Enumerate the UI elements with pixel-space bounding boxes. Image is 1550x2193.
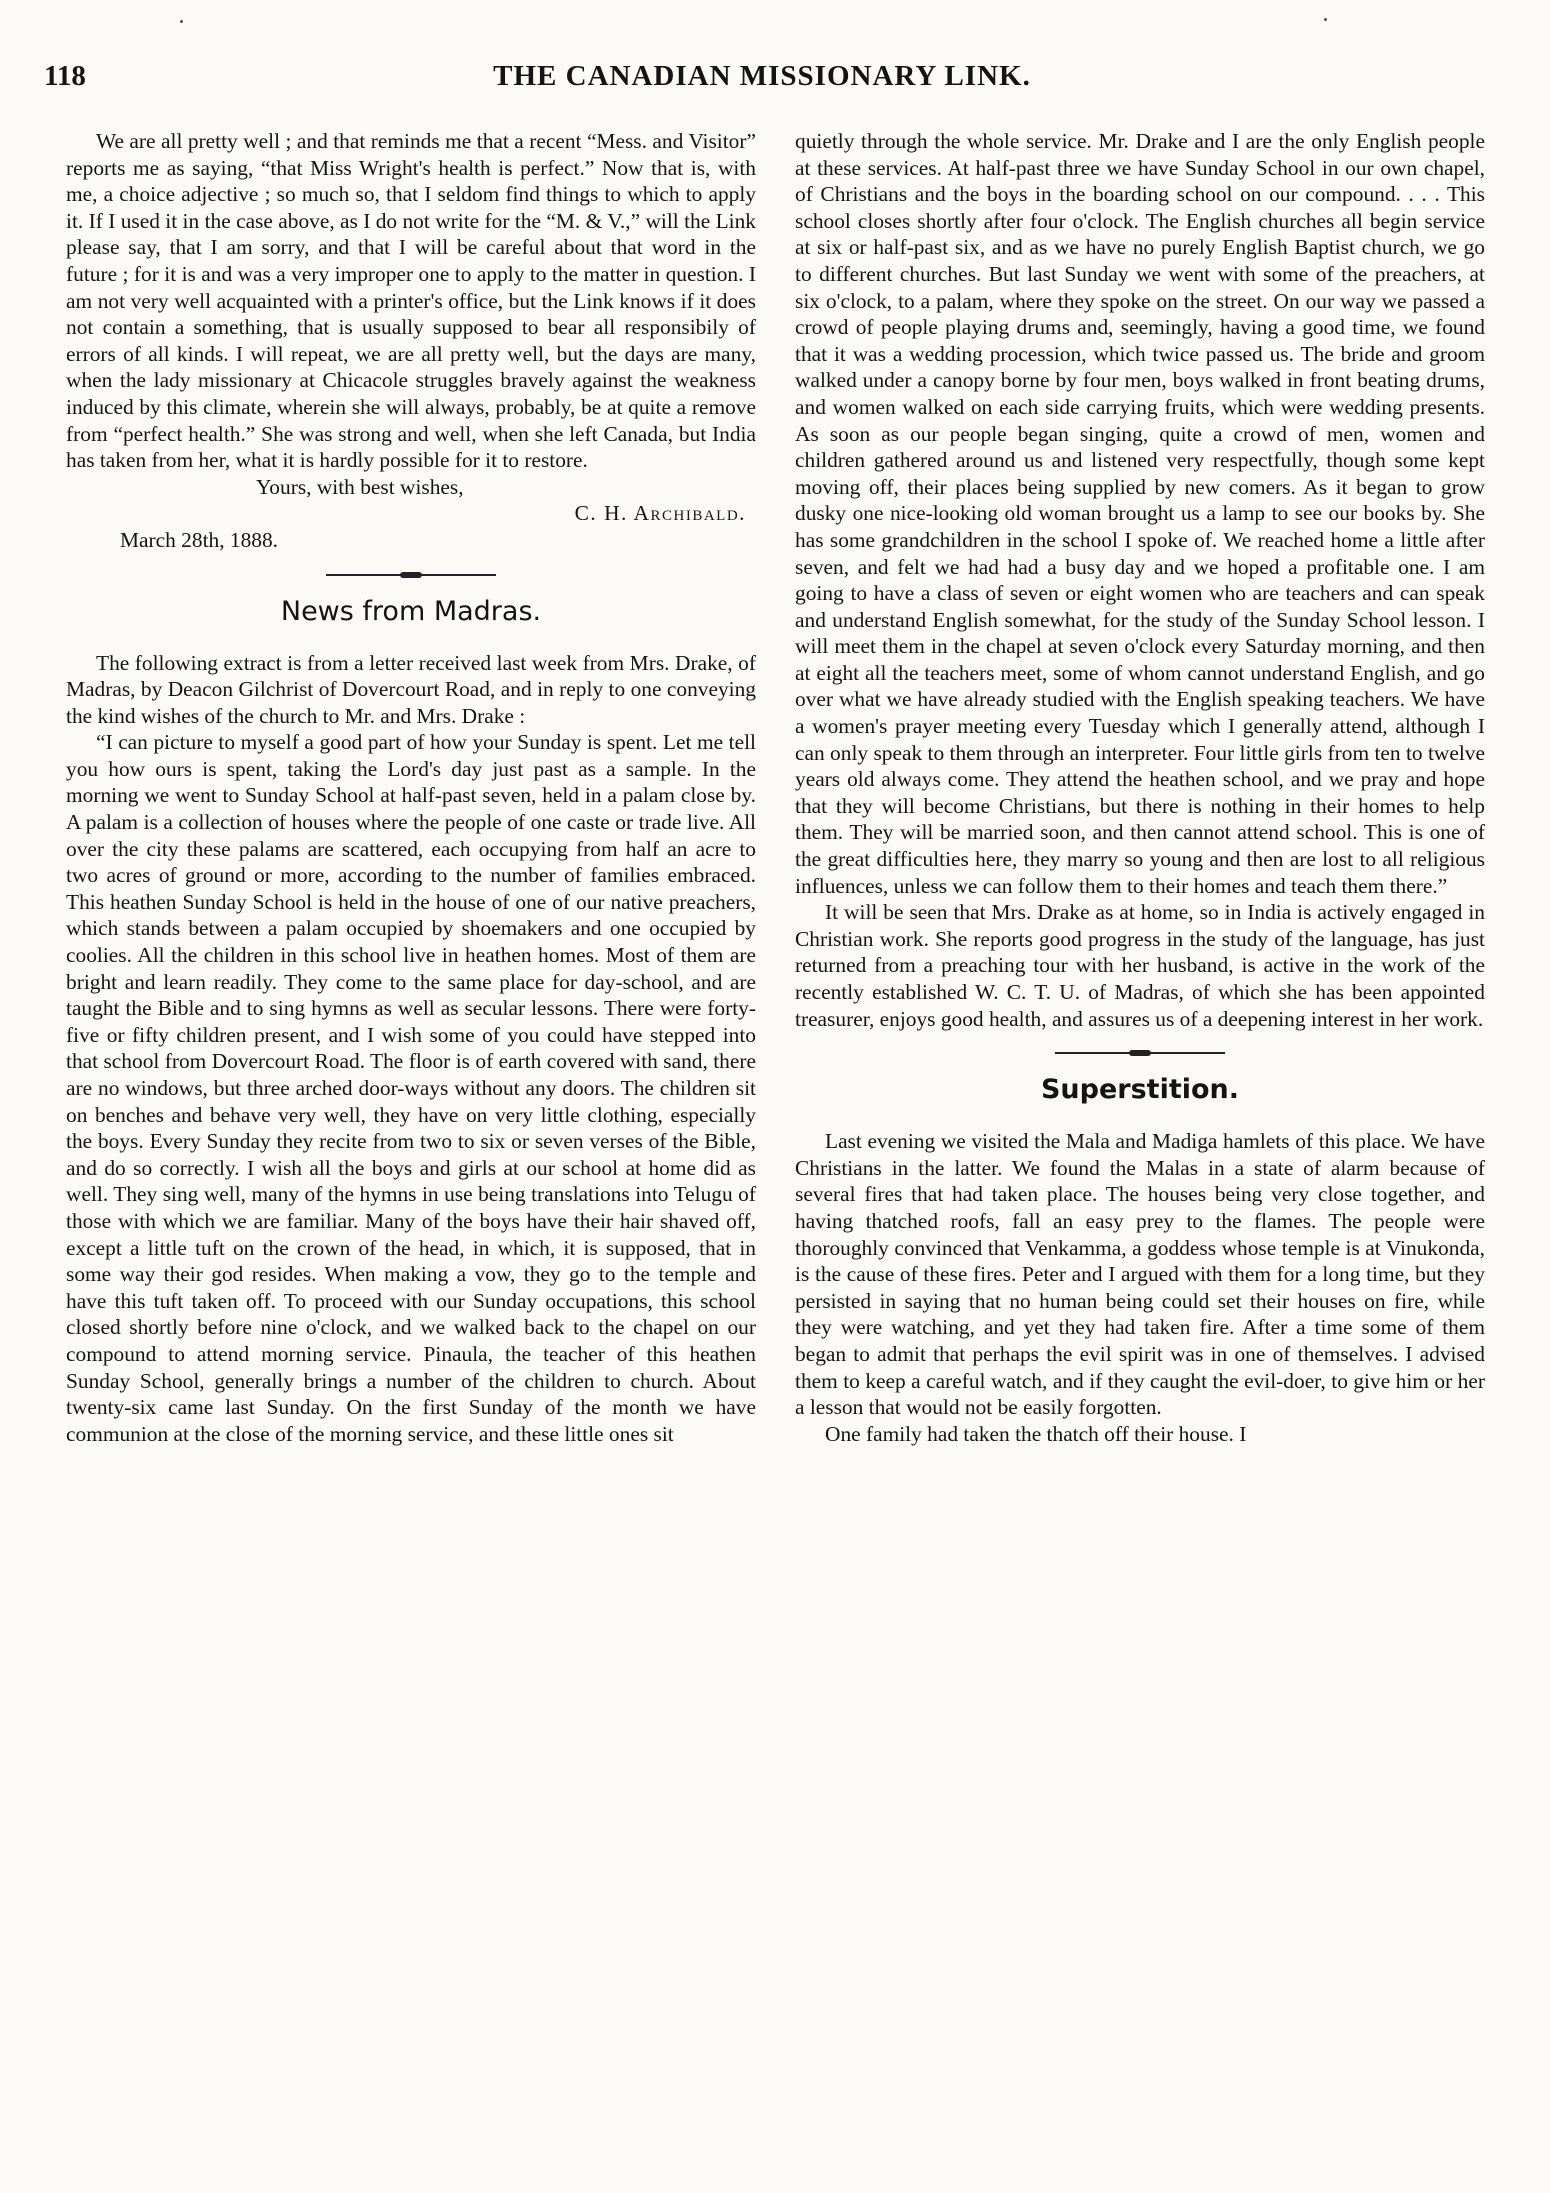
letter-paragraph: We are all pretty well ; and that reminds me that a recent “Mess. and Visitor” reports me as saying, “that Miss Wright's health is perfect.” Now that is, with me, a choice adjective ; so much so, that I seldom find things to which to apply it. If I used it in the case above, as I do not write for the “M. & V.,” will the Link please say, that I am sorry, and that I will be careful about that word in the future ; for it is and was a very improper one to apply to the matter in question. I am not very well acquainted with a printer's office, but the Link knows if it does not contain a something, that is usually supposed to bear all responsibily of errors of all kinds. I will repeat, we are all pretty well, but the days are many, when the lady missionary at Chicacole struggles bravely against the weakness induced by this climate, wherein she will always, probably, be at quite a remove from “perfect health.” She was strong and well, when she left Canada, but India has taken from her, what it is hardly possible for it to restore. bbox=[66, 129, 756, 473]
right-column bbox=[795, 128, 1485, 1447]
madras-intro-paragraph: The following extract is from a letter received last week from Mrs. Drake, of Madras, by Deacon Gilchrist of Dovercourt Road, and in reply to one conveying the kind wishes of the church to Mr. and Mrs. Drake : bbox=[66, 650, 756, 728]
section-title-madras: News from Madras. bbox=[280, 595, 542, 627]
superstition-paragraph: Last evening we visited the Mala and Madiga hamlets of this place. We have Christians in the latter. We found the Malas in a state of alarm because of several fires that had taken place. The houses being very close together, and having thatched roofs, fall an easy prey to the flames. The people were thoroughly convinced that Venkamma, a goddess whose temple is at Vinukonda, is the cause of these fires. Peter and I argued with them for a long time, but they persisted in saying that no human being could set their houses on fire, while they were watching, and yet they had taken fire. After a time some of them began to admit that perhaps the evil spirit was in one of themselves. I advised them to keep a careful watch, and if they caught the evil-doer, to give him or her a lesson that would not be easily forgotten. bbox=[795, 1129, 1485, 1420]
section-divider bbox=[326, 574, 496, 576]
signature: C. H. Archibald. bbox=[574, 501, 746, 526]
letter-date: March 28th, 1888. bbox=[120, 527, 279, 552]
superstition-paragraph-2: One family had taken the thatch off their house. I bbox=[825, 1421, 1247, 1446]
page-header bbox=[44, 60, 1480, 112]
running-head: THE CANADIAN MISSIONARY LINK. bbox=[493, 60, 1031, 92]
madras-letter-paragraph: “I can picture to myself a good part of how your Sunday is spent. Let me tell you how ours is spent, taking the Lord's day just past as a sample. In the morning we went to Sunday School at half-past seven, held in a palam close by. A palam is a collection of houses where the people of one caste or trade live. All over the city these palams are scattered, each occupying from half an acre to two acres of ground or more, according to the number of families embraced. This heathen Sunday School is held in the house of one of our native preachers, which stands between a palam occupied by shoemakers and one occupied by coolies. All the children in this school live in heathen homes. Most of them are bright and learn readily. They come to the same place for day-school, and are taught the Bible and to sing hymns as well as secular lessons. There were forty-five or fifty children present, and I wish some of you could have stepped into that school from Dovercourt Road. The floor is of earth covered with sand, there are no windows, but three arched door-ways without any doors. The children sit on benches and behave very well, they have on very little clothing, especially the boys. Every Sunday they recite from two to six or seven verses of the Bible, and do so correctly. I wish all the boys and girls at our school at home did as well. They sing well, many of the hymns in use being translations into Telugu of those with which we are familiar. Many of the boys have their hair shaved off, except a little tuft on the crown of the head, in which, it is supposed, that in some way their god resides. When making a vow, they go to the temple and have this tuft taken off. To proceed with our Sunday occupations, this school closed shortly before nine o'clock, and we walked back to the chapel on our compound to attend morning service. Pinaula, the teacher of this heathen Sunday School, generally brings a number of the children to church. About twenty-six came last Sunday. On the first Sunday of the month we have communion at the close of the morning service, and these little ones sit bbox=[66, 730, 756, 1446]
section-title-superstition: Superstition. bbox=[1040, 1074, 1240, 1106]
left-column bbox=[66, 128, 756, 1447]
page-number: 118 bbox=[44, 60, 86, 92]
madras-letter-continued: quietly through the whole service. Mr. Drake and I are the only English people at these services. At half-past three we have Sunday School in our own chapel, of Christians and the boys in the boarding school on our compound. . . . This school closes shortly after four o'clock. The English churches all begin service at six or half-past six, and as we have no purely English Baptist church, we go to different churches. But last Sunday we went with some of the preachers, at six o'clock, to a palam, where they spoke on the street. On our way we passed a crowd of people playing drums and, seemingly, having a good time, we found that it was a wedding procession, which twice passed us. The bride and groom walked under a canopy borne by four men, boys walked in front beating drums, and women walked on each side carrying fruits, which were wedding presents. As soon as our people began singing, quite a crowd of men, women and children gathered around us and listened very respectfully, though some kept moving off, their places being supplied by new comers. As it began to grow dusky one nice-looking old woman brought us a lamp to see our books by. She has some grandchildren in the school I spoke of. We reached home a little after seven, and felt we had had a busy day and we hoped a profitable one. I am going to have a class of seven or eight women who are teachers and can speak and understand English somewhat, for the study of the Sunday School lesson. I will meet them in the chapel at seven o'clock every Saturday morning, and then at eight all the teachers meet, some of whom cannot understand English, and go over what we have already studied with the English speaking teachers. We have a women's prayer meeting every Tuesday which I generally attend, although I can only speak to them through an interpreter. Four little girls from ten to twelve years old always come. They attend the heathen school, and we pray and hope that they will become Christians, but there is nothing in their homes to help them. They will be married soon, and then cannot attend school. This is one of the great difficulties here, they marry so young and then are lost to all religious influences, unless we can follow them to their homes and teach them there.” bbox=[795, 129, 1485, 898]
signoff: Yours, with best wishes, bbox=[256, 474, 464, 499]
section-divider bbox=[1055, 1052, 1225, 1054]
madras-comment-paragraph: It will be seen that Mrs. Drake as at home, so in India is actively engaged in Christian work. She reports good progress in the study of the language, has just returned from a preaching tour with her husband, is active in the work of the recently established W. C. T. U. of Madras, of which she has been appointed treasurer, enjoys good health, and assures us of a deepening interest in her work. bbox=[795, 900, 1485, 1031]
